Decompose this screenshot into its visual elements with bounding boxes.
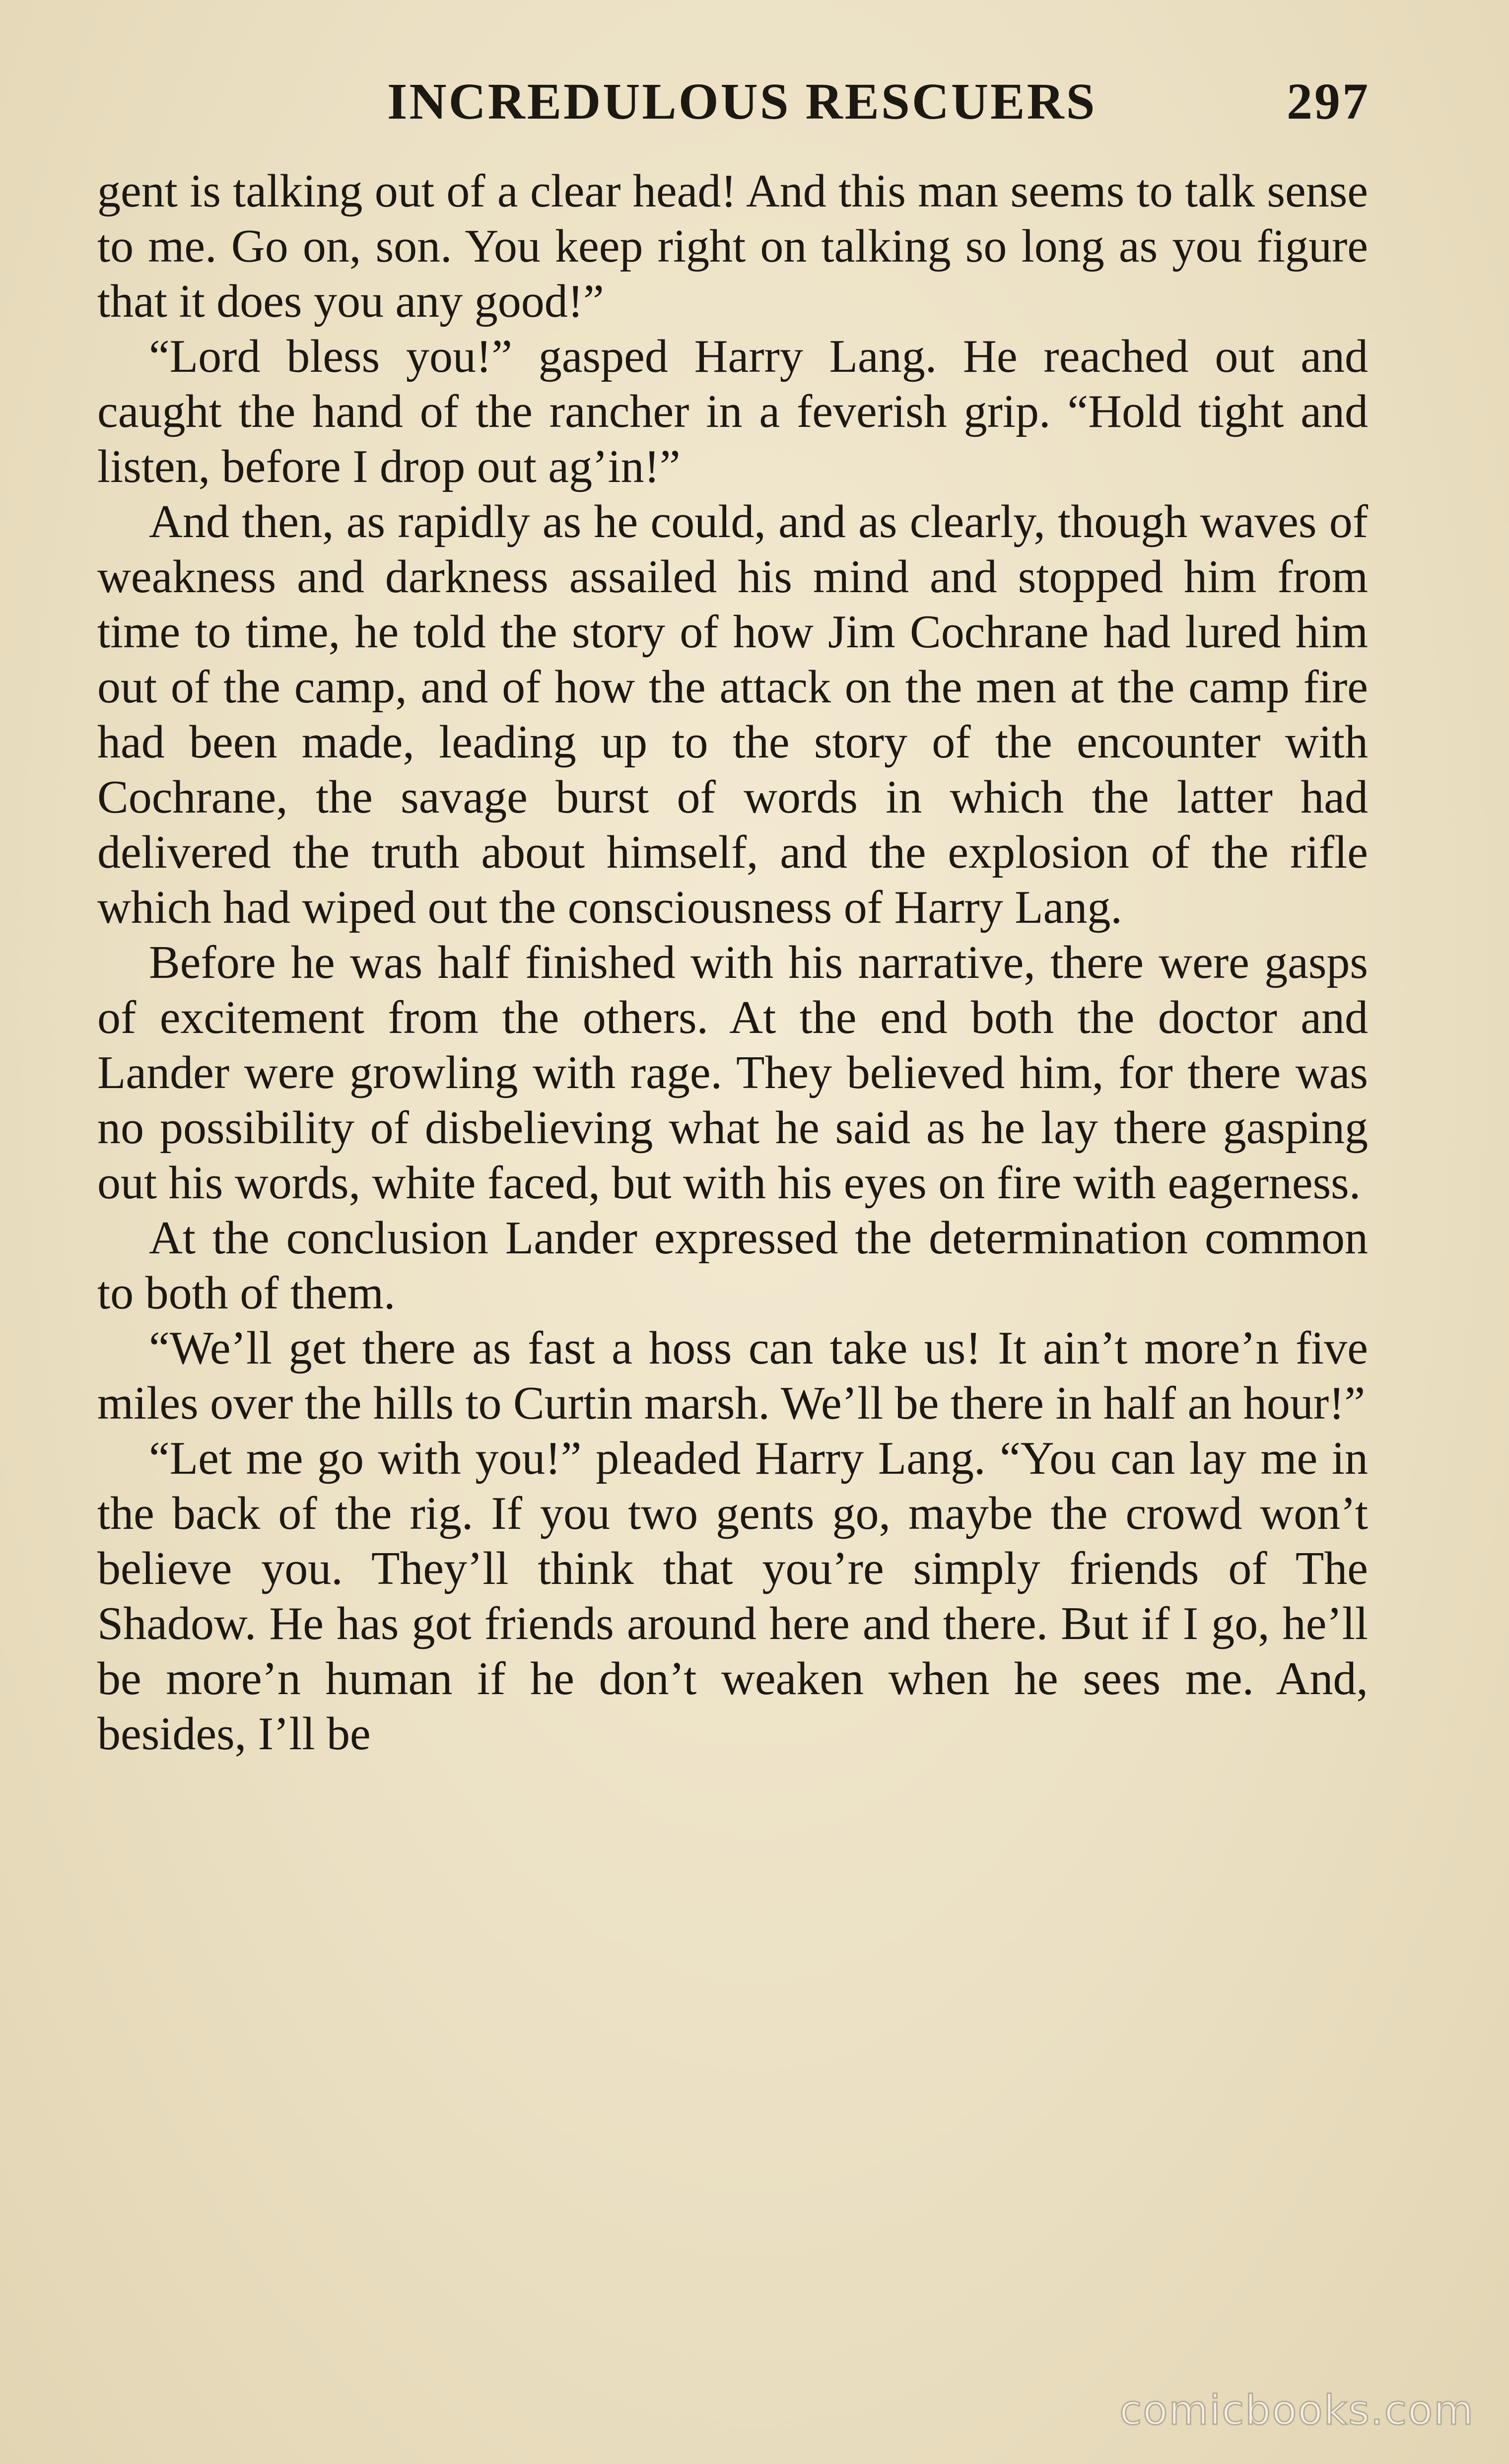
- paragraph: “We’ll get there as fast a hoss can take us! It ain’t more’n five miles over the hills to Curtin marsh. We’ll be there in half an hour!”: [97, 1322, 1368, 1429]
- paragraph: gent is talking out of a clear head! And this man seems to talk sense to me. Go on, son. You keep right on talking so long as you figure that it does you any good!”: [97, 165, 1368, 327]
- watermark: comicbooks.com: [1119, 2387, 1474, 2434]
- body-text: [97, 164, 1368, 1762]
- page-number: 297: [1287, 73, 1370, 130]
- page-header: [387, 69, 1370, 134]
- paragraph: “Let me go with you!” pleaded Harry Lang. “You can lay me in the back of the rig. If you two gents go, maybe the crowd won’t believe you. They’ll think that you’re simply friends of The Shadow. He has got friends around here and there. But if I go, he’ll be more’n human if he don’t weaken when he sees me. And, besides, I’ll be: [97, 1433, 1368, 1760]
- paragraph: “Lord bless you!” gasped Harry Lang. He reached out and caught the hand of the rancher in a feverish grip. “Hold tight and listen, before I drop out ag’in!”: [97, 331, 1368, 492]
- running-title: INCREDULOUS RESCUERS: [387, 73, 1097, 130]
- paragraph: Before he was half finished with his narrative, there were gasps of excitement from the others. At the end both the doctor and Lander were growling with rage. They believed him, for there was no possibility of disbelieving what he said as he lay there gasping out his words, white faced, but with his eyes on fire with eagerness.: [97, 937, 1368, 1209]
- paragraph: At the conclusion Lander expressed the determination common to both of them.: [97, 1212, 1368, 1319]
- paragraph: And then, as rapidly as he could, and as clearly, though waves of weakness and darkness assailed his mind and stopped him from time to time, he told the story of how Jim Cochrane had lured him out of the camp, and of how the attack on the men at the camp fire had been made, leading up to the story of the encounter with Cochrane, the savage burst of words in which the latter had delivered the truth about himself, and the explosion of the rifle which had wiped out the consciousness of Harry Lang.: [97, 496, 1368, 933]
